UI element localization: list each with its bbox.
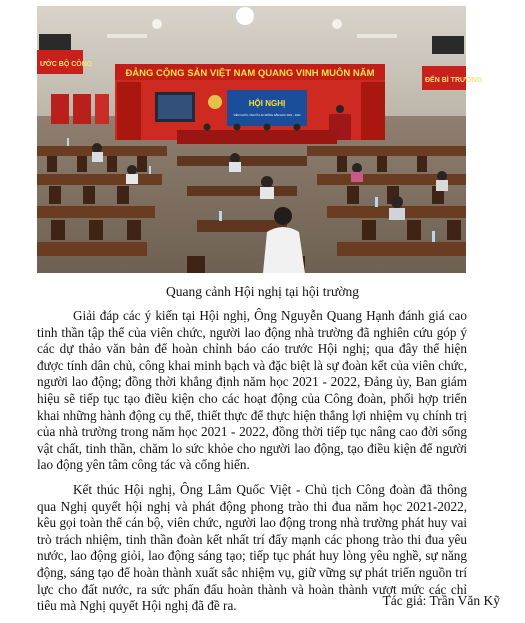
paragraph-2: Kết thúc Hội nghị, Ông Lâm Quốc Việt - Chủ tịch Công đoàn đã thông qua Nghị quyết hội nghị và phát động phong trào thi đua năm học 2021-2022, kêu gọi toàn thể cán bộ, viên chức, người lao động trong nhà trường phát huy vai trò trách nhiệm, tinh thần đoàn kết nhất trí đẩy mạnh các phong trào thi đua yêu nước, lao động giỏi, lao động sáng tạo; tiếp tục phát huy lòng yêu nghề, sự năng động, sáng tạo để hoàn thành xuất sắc nhiệm vụ, giữ vững sự phát triển nguồn trí lực cho đất nước, ra sức phấn đấu hoàn thành và hoàn thành vượt mức các chỉ tiêu mà Nghị quyết Hội nghị đã đề ra. (37, 481, 467, 614)
conference-hall-photo (37, 6, 483, 273)
screen-subtitle: VIÊN CHỨC, NGƯỜI LAO ĐỘNG NĂM HỌC 2021 - 2022 (233, 114, 301, 117)
banner-text: ĐẢNG CỘNG SẢN VIỆT NAM QUANG VINH MUÔN NĂM (125, 68, 375, 79)
author-line: Tác giả: Trần Văn Kỹ (382, 593, 500, 608)
right-sign-text: ĐẾN BÌ TRƯỜNG (425, 77, 483, 84)
paragraph-1: Giải đáp các ý kiến tại Hội nghị, Ông Nguyễn Quang Hạnh đánh giá cao tinh thần tập thể của viên chức, người lao động nhà trường đã nghiên cứu góp ý các dự thảo văn bản để hoàn chỉnh báo cáo trước Hội nghị; qua đây thể hiện được tính dân chủ, công khai minh bạch và đặc biệt là sự đoàn kết của viên chức, người lao động; đồng thời khẳng định năm học 2021 - 2022, Đảng ủy, Ban giám hiệu sẽ tiếp tục tạo điều kiện cho các hoạt động của Công đoàn, phối hợp triển khai những hành động cụ thể, thiết thực để thực hiện thắng lợi nhiệm vụ chính trị của nhà trường trong năm học 2021 - 2022, đồng thời tiếp tục nâng cao đời sống vật chất, tinh thần, chăm lo sức khỏe cho người lao động, tạo điều kiện để người lao động yên tâm công tác và cống hiến. (37, 308, 467, 473)
screen-title: HỘI NGHỊ (248, 99, 286, 108)
photo-caption: Quang cảnh Hội nghị tại hội trường (166, 284, 359, 299)
article-body (37, 308, 467, 623)
left-sign-text: ƯỚC BỘ CÔNG (40, 61, 93, 68)
